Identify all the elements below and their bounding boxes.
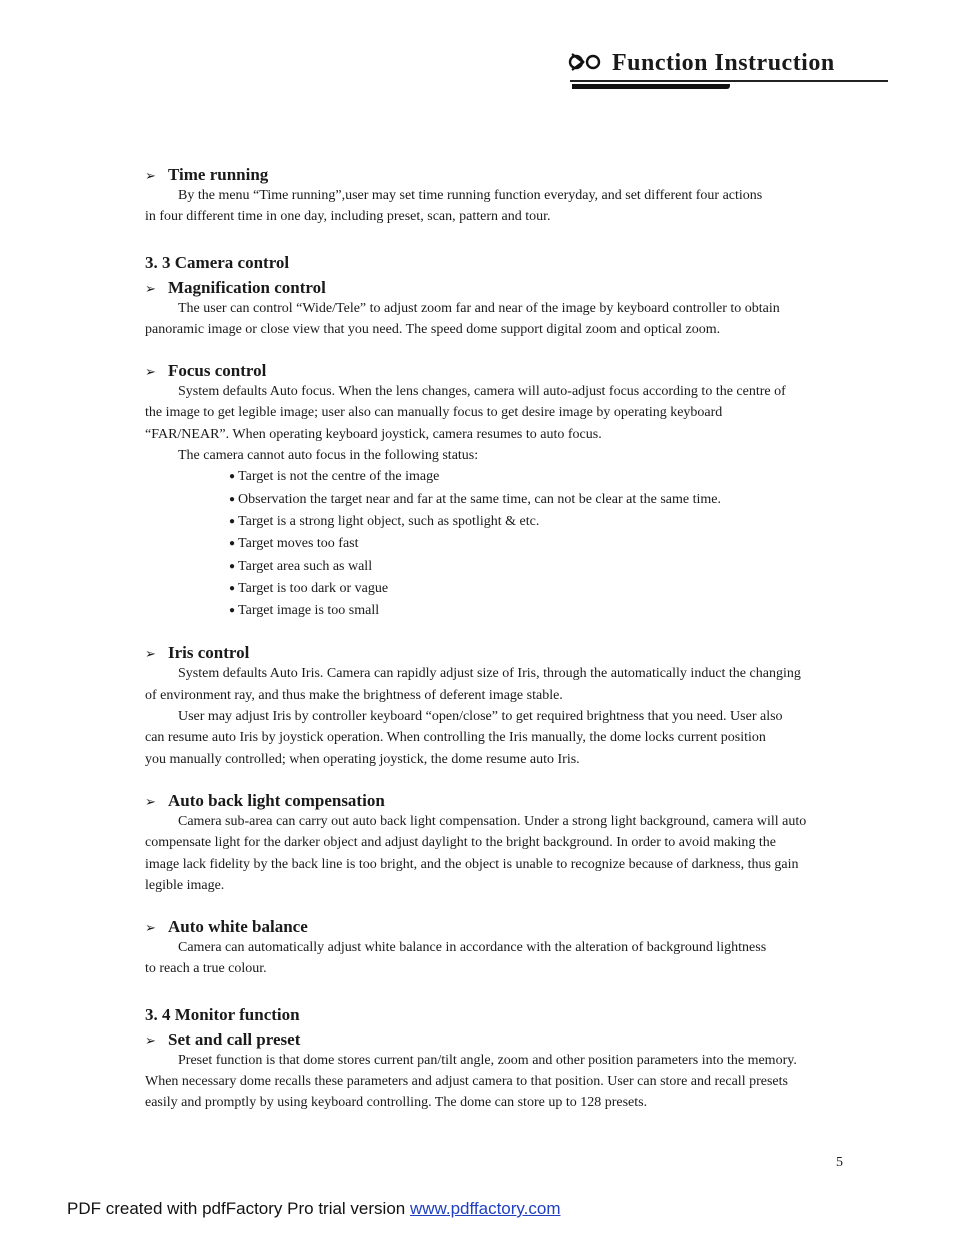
chapter-heading: 3. 4 Monitor function <box>145 1004 300 1024</box>
bullet-item: ● Target image is too small <box>229 600 845 622</box>
bullet-item: ● Target moves too fast <box>229 533 845 555</box>
document-body <box>145 164 845 1114</box>
paragraph-line: The user can control “Wide/Tele” to adjust zoom far and near of the image by keyboard controller to obtain <box>178 300 780 316</box>
bullet-item: ● Target is too dark or vague <box>229 578 845 600</box>
section-body <box>145 937 845 980</box>
section-title: Auto back light compensation <box>168 790 385 810</box>
paragraph-line: System defaults Auto focus. When the lens changes, camera will auto-adjust focus according to the centre of <box>178 384 786 400</box>
bullet-item: ● Target is not the centre of the image <box>229 466 845 488</box>
paragraph-line: can resume auto Iris by joystick operation. When controlling the Iris manually, the dome locks current position <box>145 730 766 746</box>
section-body <box>145 1050 845 1114</box>
bullet-item: ● Target area such as wall <box>229 556 845 578</box>
section-heading <box>145 790 845 811</box>
paragraph-line: “FAR/NEAR”. When operating keyboard joystick, camera resumes to auto focus. <box>145 426 602 442</box>
paragraph-line: of environment ray, and thus make the brightness of deferent image stable. <box>145 687 563 703</box>
section-heading <box>145 277 845 298</box>
section-title: Auto white balance <box>168 917 308 937</box>
section-heading <box>145 164 845 185</box>
paragraph-line: Preset function is that dome stores current pan/tilt angle, zoom and other position parameters into the memory. <box>178 1052 797 1068</box>
page-header <box>566 46 888 96</box>
arrow-bullet-icon: ➢ <box>145 793 156 809</box>
pdf-footer <box>67 1199 561 1219</box>
paragraph-line: easily and promptly by using keyboard controlling. The dome can store up to 128 presets. <box>145 1095 648 1111</box>
paragraph-line: to reach a true colour. <box>145 961 267 977</box>
section-title: Focus control <box>168 361 267 381</box>
footer-text: PDF created with pdfFactory Pro trial version <box>67 1199 410 1218</box>
header-title: Function Instruction <box>612 50 835 76</box>
arrow-bullet-icon: ➢ <box>145 920 156 936</box>
paragraph-line: Camera sub-area can carry out auto back light compensation. Under a strong light background, camera will auto <box>178 813 807 829</box>
paragraph-line: image lack fidelity by the back line is too bright, and the object is unable to recognize because of darkness, thus gain <box>145 856 799 872</box>
section-heading <box>145 642 845 663</box>
section-title: Set and call preset <box>168 1029 301 1049</box>
footer-link[interactable]: www.pdffactory.com <box>409 1199 561 1218</box>
arrow-bullet-icon: ➢ <box>145 168 156 183</box>
paragraph-line: panoramic image or close view that you need. The speed dome support digital zoom and optical zoom. <box>145 321 721 337</box>
paragraph-line: When necessary dome recalls these parameters and adjust camera to that position. User can store and recall presets <box>145 1074 788 1090</box>
section-heading <box>145 360 845 381</box>
section-heading <box>145 1029 845 1050</box>
section-body <box>145 811 845 896</box>
paragraph-line: you manually controlled; when operating joystick, the dome resume auto Iris. <box>145 751 580 767</box>
paragraph-line: in four different time in one day, including preset, scan, pattern and tour. <box>145 209 551 225</box>
arrow-bullet-icon: ➢ <box>145 280 156 296</box>
paragraph-line: legible image. <box>145 877 225 893</box>
arrow-bullet-icon: ➢ <box>145 646 156 662</box>
section-body <box>145 185 845 228</box>
section-body <box>145 298 845 341</box>
section-heading <box>145 916 845 937</box>
bullet-item: ● Target is a strong light object, such as spotlight & etc. <box>229 511 845 533</box>
page-number: 5 <box>836 1155 843 1170</box>
chapter-heading: 3. 3 Camera control <box>145 252 290 272</box>
paragraph-line: User may adjust Iris by controller keyboard “open/close” to get required brightness that you need. User also <box>178 709 783 725</box>
section-title: Iris control <box>168 643 250 663</box>
paragraph-line: System defaults Auto Iris. Camera can rapidly adjust size of Iris, through the automatically induct the changing <box>178 666 801 682</box>
arrow-bullet-icon: ➢ <box>145 364 156 380</box>
scissors-logo-icon <box>568 50 602 80</box>
bullet-list <box>145 466 845 622</box>
paragraph-line: The camera cannot auto focus in the following status: <box>178 448 479 464</box>
header-rule <box>570 80 888 82</box>
paragraph-line: Camera can automatically adjust white balance in accordance with the alteration of background lightness <box>178 940 767 956</box>
section-body <box>145 663 845 769</box>
section-body <box>145 381 845 466</box>
bullet-item: ● Observation the target near and far at the same time, can not be clear at the same time. <box>229 489 845 511</box>
header-rule-accent <box>572 84 730 89</box>
paragraph-line: By the menu “Time running”,user may set time running function everyday, and set different four actions <box>178 188 763 203</box>
arrow-bullet-icon: ➢ <box>145 1032 156 1048</box>
section-title: Time running <box>168 165 269 184</box>
paragraph-line: compensate light for the darker object and adjust daylight to the bright background. In order to avoid making the <box>145 835 776 851</box>
section-title: Magnification control <box>168 277 326 297</box>
paragraph-line: the image to get legible image; user also can manually focus to get desire image by operating keyboard <box>145 405 723 421</box>
